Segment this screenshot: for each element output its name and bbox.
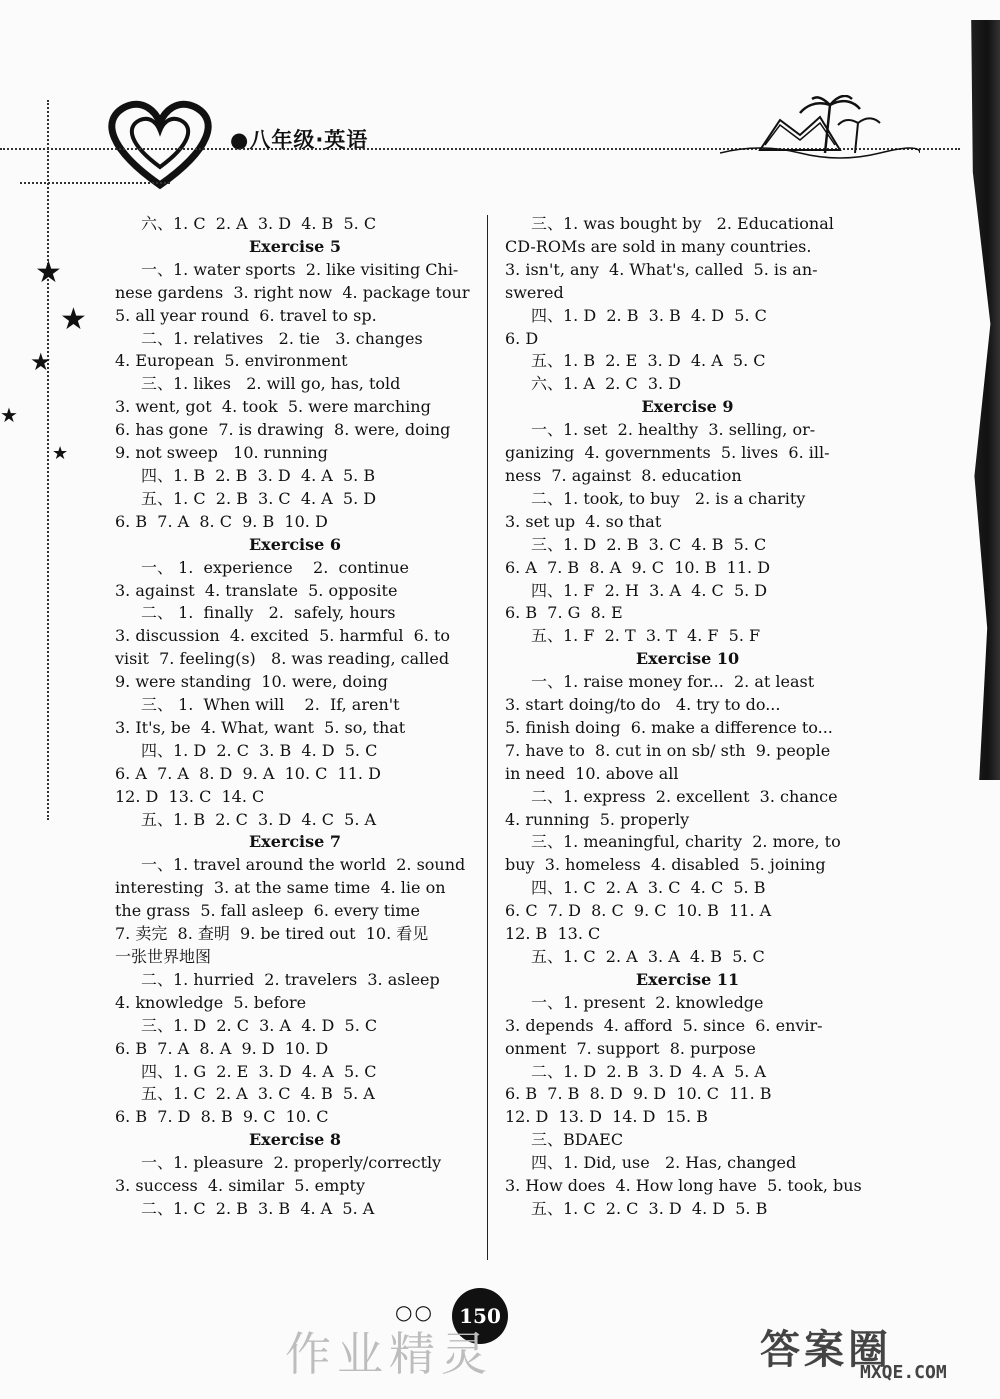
answer-line: 五、1. C 2. A 3. C 4. B 5. A [141,1084,375,1104]
column-divider [487,215,488,1260]
answer-line: 五、1. C 2. C 3. D 4. D 5. B [531,1198,768,1218]
answer-line: 6. C 7. D 8. C 9. C 10. B 11. A [505,901,772,921]
answer-line: 一张世界地图 [115,947,212,966]
answer-line: 3. How does 4. How long have 5. took, bus [505,1176,862,1196]
answer-line: 4. European 5. environment [115,351,348,371]
answer-line: 5. all year round 6. travel to sp. [115,305,377,325]
exercise-heading: Exercise 10 [635,649,740,669]
answer-line: 三、1. was bought by 2. Educational [531,214,834,233]
answer-line: 二、1. express 2. excellent 3. chance [531,786,838,806]
answer-line: 3. depends 4. afford 5. since 6. envir- [505,1015,823,1035]
torn-page-edge [968,20,1000,780]
answer-line: 三、1. D 2. B 3. C 4. B 5. C [531,534,767,554]
answer-line: nese gardens 3. right now 4. package tour [115,282,470,302]
answer-line: interesting 3. at the same time 4. lie on [115,878,446,898]
answer-line: 五、1. C 2. B 3. C 4. A 5. D [141,488,377,508]
answer-line: 3. set up 4. so that [505,511,662,531]
answer-line: 四、1. D 2. C 3. B 4. D 5. C [141,740,378,760]
answer-line: 4. knowledge 5. before [115,992,307,1012]
answer-line: 3. It's, be 4. What, want 5. so, that [115,717,406,737]
star-icon: ★ [52,443,69,464]
answer-line: 三、BDAEC [531,1130,624,1150]
exercise-heading: Exercise 5 [248,236,342,256]
answer-line: 四、1. C 2. A 3. C 4. C 5. B [531,878,766,898]
answer-line: 6. A 7. B 8. A 9. C 10. B 11. D [505,557,771,577]
answer-line: 6. B 7. D 8. B 9. C 10. C [115,1107,329,1127]
answer-line: 6. A 7. A 8. D 9. A 10. C 11. D [115,763,381,783]
answer-line: ness 7. against 8. education [505,465,742,485]
answer-line: 3. against 4. translate 5. opposite [115,580,398,600]
heart-logo-icon [100,95,220,195]
page-number: 150 [452,1288,508,1344]
answer-line: 五、1. F 2. T 3. T 4. F 5. F [531,626,761,646]
answer-line: 12. B 13. C [505,924,601,944]
left-margin-dotted-line [47,100,49,820]
answer-line: 四、1. G 2. E 3. D 4. A 5. C [141,1061,377,1081]
answer-line: 3. isn't, any 4. What's, called 5. is an- [505,259,818,279]
answer-line: 6. B 7. B 8. D 9. D 10. C 11. B [505,1084,772,1104]
answer-line: 一、 1. experience 2. continue [141,557,410,577]
star-icon: ★ [60,302,87,337]
answer-line: 三、1. meaningful, charity 2. more, to [531,832,841,852]
answer-line: visit 7. feeling(s) 8. was reading, called [115,649,450,669]
answer-line: 9. were standing 10. were, doing [115,672,388,692]
answer-line: 3. discussion 4. excited 5. harmful 6. to [115,626,451,646]
answer-line: 二、1. took, to buy 2. is a charity [531,488,806,508]
page-number-ornament: ○○ [395,1300,434,1324]
answer-line: 一、1. present 2. knowledge [531,992,764,1012]
answer-line: 12. D 13. D 14. D 15. B [505,1107,708,1127]
answer-line: 一、1. travel around the world 2. sound [141,855,466,875]
palm-book-icon [720,95,920,160]
answer-line: 6. has gone 7. is drawing 8. were, doing [115,420,451,440]
answer-line: 3. start doing/to do 4. try to do... [505,695,781,715]
answer-line: 六、1. C 2. A 3. D 4. B 5. C [141,214,377,233]
answer-line: 12. D 13. C 14. C [115,786,265,806]
answer-line: 二、1. hurried 2. travelers 3. asleep [141,969,440,989]
answer-line: 三、 1. When will 2. If, aren't [141,695,400,715]
answer-line: 六、1. A 2. C 3. D [531,374,682,394]
answer-line: swered [505,282,564,302]
answer-line: 6. B 7. A 8. A 9. D 10. D [115,1038,329,1058]
answer-line: 3. success 4. similar 5. empty [115,1176,365,1196]
answer-line: 一、1. pleasure 2. properly/correctly [141,1153,442,1173]
answer-line: 二、1. C 2. B 3. B 4. A 5. A [141,1198,375,1218]
answer-line: the grass 5. fall asleep 6. every time [115,901,420,921]
answer-line: 5. finish doing 6. make a difference to... [505,717,833,737]
exercise-heading: Exercise 9 [641,397,734,417]
answer-line: buy 3. homeless 4. disabled 5. joining [505,855,826,875]
exercise-heading: Exercise 11 [635,969,740,989]
answer-line: 9. not sweep 10. running [115,443,328,463]
answer-column-right [505,213,870,1221]
header-title: ●八年级·英语 [230,128,369,152]
answer-line: 一、1. water sports 2. like visiting Chi- [141,259,459,279]
answer-column-left [115,213,475,1221]
answer-line: 二、 1. finally 2. safely, hours [141,603,396,623]
answer-line: onment 7. support 8. purpose [505,1038,756,1058]
answer-line: 一、1. set 2. healthy 3. selling, or- [531,420,816,440]
star-icon: ★ [35,255,62,290]
exercise-heading: Exercise 7 [248,832,342,852]
answer-line: 四、1. B 2. B 3. D 4. A 5. B [141,465,376,485]
watermark-left: 作业精灵 [285,1327,493,1381]
answer-line: CD-ROMs are sold in many countries. [505,236,812,256]
answer-line: ganizing 4. governments 5. lives 6. ill- [505,443,830,463]
watermark-right: 答案圈 [760,1327,892,1373]
answer-line: 3. went, got 4. took 5. were marching [115,397,431,417]
exercise-heading: Exercise 8 [248,1130,342,1150]
answer-line: 7. have to 8. cut in on sb/ sth 9. people [505,740,831,760]
star-icon: ★ [30,348,52,376]
answer-line: 4. running 5. properly [505,809,690,829]
answer-line: 6. B 7. G 8. E [505,603,623,623]
exercise-heading: Exercise 6 [248,534,342,554]
answer-line: 6. B 7. A 8. C 9. B 10. D [115,511,328,531]
answer-line: 一、1. raise money for... 2. at least [531,672,815,692]
answer-line: 二、1. D 2. B 3. D 4. A 5. A [531,1061,766,1081]
answer-line: 五、1. B 2. E 3. D 4. A 5. C [531,351,766,371]
answer-line: 二、1. relatives 2. tie 3. changes [141,328,423,348]
answer-line: 五、1. C 2. A 3. A 4. B 5. C [531,947,765,966]
answer-line: 四、1. F 2. H 3. A 4. C 5. D [531,580,768,600]
answer-line: 三、1. likes 2. will go, has, told [141,374,401,394]
answer-line: 7. 卖完 8. 查明 9. be tired out 10. 看见 [115,924,429,944]
answer-line: 五、1. B 2. C 3. D 4. C 5. A [141,809,377,829]
answer-line: 四、1. Did, use 2. Has, changed [531,1153,797,1173]
watermark-url: MXQE.COM [860,1362,947,1383]
answer-line: 四、1. D 2. B 3. B 4. D 5. C [531,305,767,325]
answer-line: 三、1. D 2. C 3. A 4. D 5. C [141,1015,378,1035]
star-icon: ★ [0,403,18,427]
header-divider-short [20,182,170,184]
answer-line: in need 10. above all [505,763,679,783]
answer-line: 6. D [505,328,539,348]
